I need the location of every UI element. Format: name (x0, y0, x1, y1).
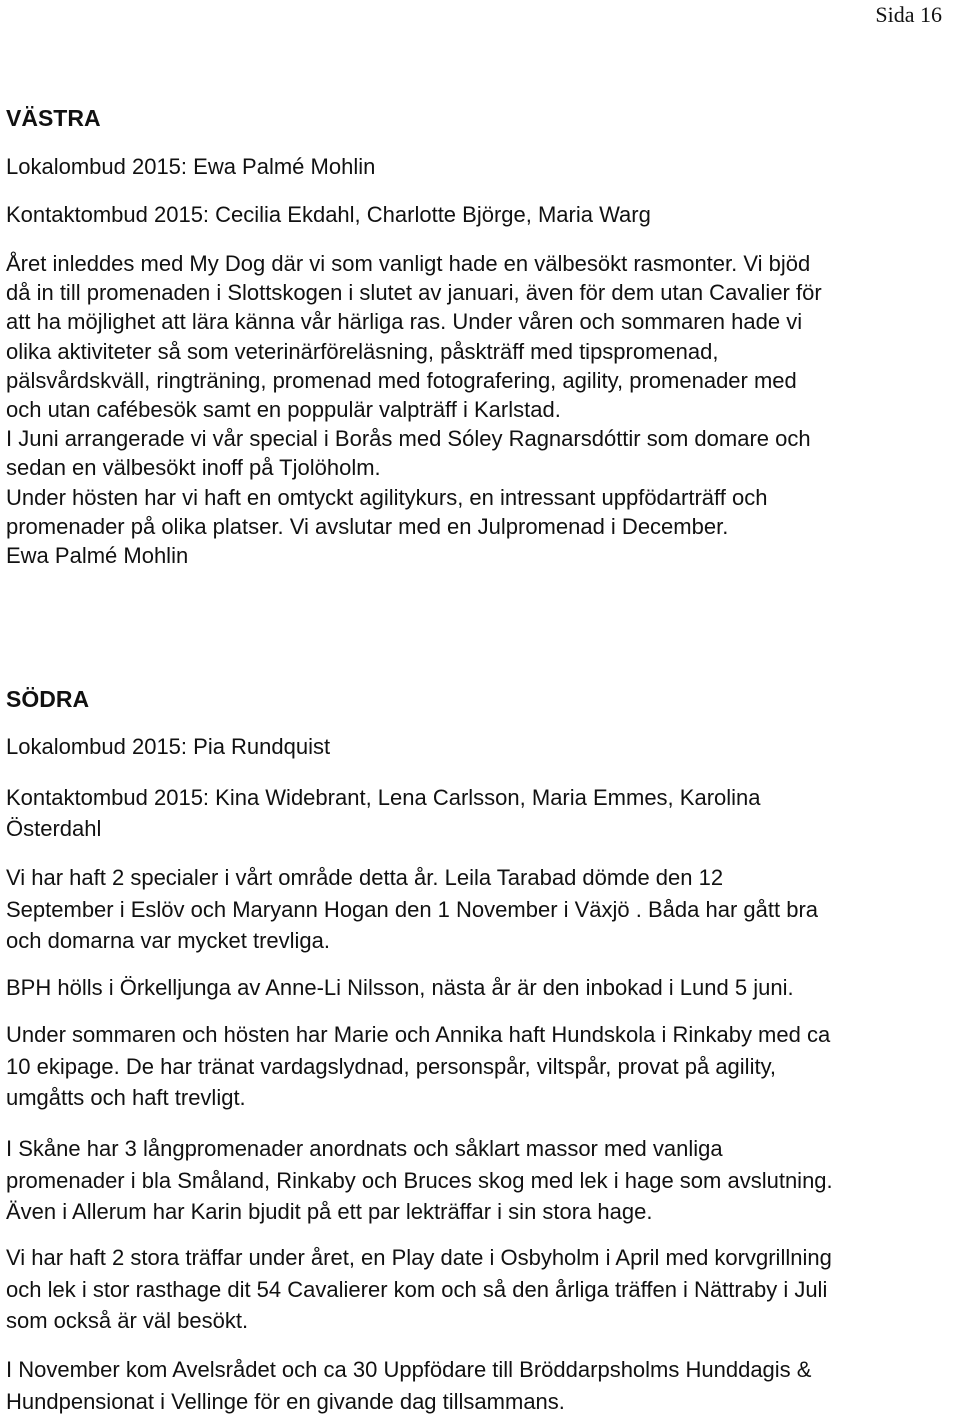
body-line: I Skåne har 3 långpromenader anordnats och såklart massor med vanliga (6, 1136, 723, 1161)
body-line: 10 ekipage. De har tränat vardagslydnad, personspår, viltspår, provat på agility, (6, 1053, 777, 1079)
body-line: olika aktiviteter så som veterinärföreläsning, påskträff med tipspromenad, (6, 338, 719, 364)
lokalombud-text: Lokalombud 2015: Pia Rundquist (6, 734, 331, 759)
body-paragraph (6, 862, 946, 957)
body-paragraph (6, 973, 946, 1002)
body-line: I Juni arrangerade vi vår special i Borås med Sóley Ragnarsdóttir som domare och (6, 426, 811, 452)
kontaktombud-block (6, 782, 946, 844)
kontaktombud-paragraph (6, 782, 946, 844)
body-line: sedan en välbesökt inoff på Tjolöholm. (6, 455, 381, 481)
section-heading: VÄSTRA (6, 105, 101, 131)
body-line: pälsvårdskväll, ringträning, promenad med fotografering, agility, promenader med (6, 367, 797, 393)
lokalombud-line (6, 153, 946, 181)
body-line: Hundpensionat i Vellinge för en givande dag tillsammans. (6, 1388, 565, 1414)
section-heading: SÖDRA (6, 686, 90, 712)
body-paragraph (6, 1133, 946, 1228)
body-line: promenader i bla Småland, Rinkaby och Bruces skog med lek i hage som avslutning. (6, 1167, 833, 1193)
sodra-paragraph-5 (6, 1242, 946, 1337)
signature-line: Ewa Palmé Mohlin (6, 543, 189, 569)
body-line: Även i Allerum har Karin bjudit på ett par lekträffar i sin stora hage. (6, 1199, 653, 1224)
page-number: Sida 16 (875, 2, 942, 27)
body-line: Året inleddes med My Dog där vi som vanligt hade en välbesökt rasmonter. Vi bjöd (6, 251, 811, 276)
lokalombud-text: Lokalombud 2015: Ewa Palmé Mohlin (6, 154, 376, 179)
body-line: promenader på olika platser. Vi avslutar med en Julpromenad i December. (6, 513, 729, 539)
vastra-body (6, 249, 946, 570)
body-line: och utan cafébesök samt en poppulär valpträff i Karlstad. (6, 397, 561, 423)
kontaktombud-line: Österdahl (6, 816, 102, 841)
kontaktombud-text: Kontaktombud 2015: Cecilia Ekdahl, Charlotte Björge, Maria Warg (6, 202, 651, 227)
body-line: September i Eslöv och Maryann Hogan den 1 November i Växjö . Båda har gått bra (6, 896, 819, 922)
section-vastra (6, 104, 946, 132)
body-line: då in till promenaden i Slottskogen i slutet av januari, även för dem utan Cavalier för (6, 280, 822, 306)
section-sodra (6, 685, 946, 713)
body-line: umgåtts och haft trevligt. (6, 1085, 246, 1110)
body-line: Vi har haft 2 stora träffar under året, en Play date i Osbyholm i April med korvgrillning (6, 1245, 832, 1270)
body-line: Vi har haft 2 specialer i vårt område detta år. Leila Tarabad dömde den 12 (6, 865, 724, 890)
body-line: som också är väl besökt. (6, 1308, 249, 1333)
body-line: och lek i stor rasthage dit 54 Cavalierer kom och så den årliga träffen i Nättraby i Juli (6, 1276, 828, 1302)
sodra-paragraph-6 (6, 1354, 946, 1417)
sodra-paragraph-2 (6, 973, 946, 1002)
lokalombud-line (6, 733, 946, 761)
body-line: BPH hölls i Örkelljunga av Anne-Li Nilsson, nästa år är den inbokad i Lund 5 juni. (6, 975, 794, 1000)
body-line: och domarna var mycket trevliga. (6, 928, 331, 953)
body-paragraph (6, 249, 946, 570)
kontaktombud-line: Kontaktombud 2015: Kina Widebrant, Lena Carlsson, Maria Emmes, Karolina (6, 785, 761, 810)
body-line: Under hösten har vi haft en omtyckt agilitykurs, en intressant uppfödarträff och (6, 484, 768, 510)
sodra-paragraph-4 (6, 1133, 946, 1228)
kontaktombud-line (6, 201, 946, 229)
body-paragraph (6, 1019, 946, 1114)
body-paragraph (6, 1242, 946, 1337)
sodra-paragraph-3 (6, 1019, 946, 1114)
body-line: att ha möjlighet att lära känna vår härliga ras. Under våren och sommaren hade vi (6, 309, 803, 335)
body-line: I November kom Avelsrådet och ca 30 Uppfödare till Bröddarpsholms Hunddagis & (6, 1357, 812, 1382)
body-line: Under sommaren och hösten har Marie och Annika haft Hundskola i Rinkaby med ca (6, 1022, 831, 1047)
sodra-paragraph-1 (6, 862, 946, 957)
body-paragraph (6, 1354, 946, 1417)
